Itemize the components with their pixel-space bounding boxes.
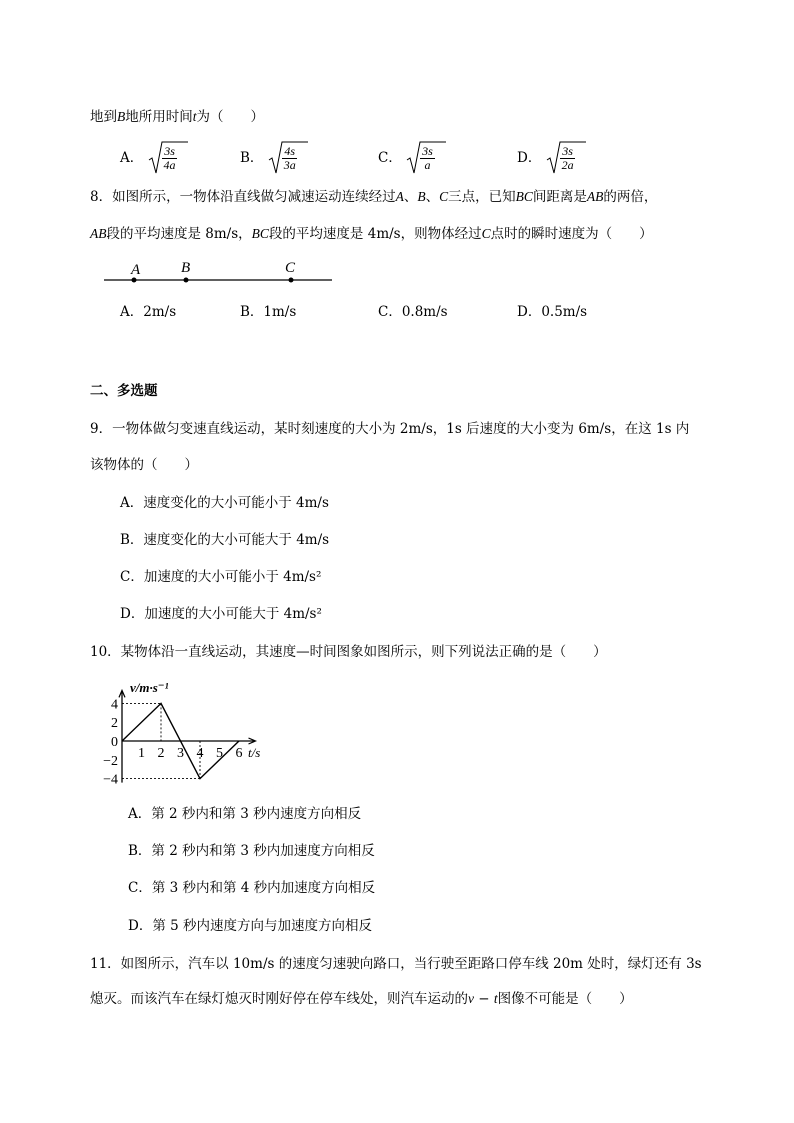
q10-option-a[interactable]: A．第 2 秒内和第 3 秒内速度方向相反 xyxy=(128,806,362,822)
point-b-dot xyxy=(184,278,189,283)
section-title: 二、多选题 xyxy=(90,383,158,399)
x-axis-label: t/s xyxy=(248,745,261,760)
q10-option-b[interactable]: B．第 2 秒内和第 3 秒内加速度方向相反 xyxy=(128,843,375,859)
y-tick-label: 4 xyxy=(111,697,118,713)
x-tick-label: 4 xyxy=(196,746,204,761)
sqrt-expression: $\frac{3s}{4a}$ xyxy=(148,140,188,176)
option-label: B． xyxy=(240,150,264,166)
q9-option-c[interactable]: C．加速度的大小可能小于 4m/s² xyxy=(120,569,322,585)
q8-stem-line-2: AB段的平均速度是 8m/s，BC段的平均速度是 4m/s，则物体经过C点时的瞬时速度为（ ） xyxy=(90,226,653,242)
chart-axes xyxy=(119,690,256,782)
x-tick-label: 1 xyxy=(138,746,145,761)
q8-option-a[interactable]: A．2m/s xyxy=(120,304,177,320)
q10-velocity-time-chart xyxy=(100,676,290,790)
y-tick-label: 0 xyxy=(111,735,118,750)
option-label: A． xyxy=(120,150,144,166)
q9-option-a[interactable]: A．速度变化的大小可能小于 4m/s xyxy=(120,495,329,511)
q8-stem-line-1: 8．如图所示，一物体沿直线做匀减速运动连续经过A、B、C三点，已知BC间距离是AB的两倍， xyxy=(90,189,658,205)
q7-option-a[interactable] xyxy=(120,140,188,176)
point-c-dot xyxy=(289,278,294,283)
q10-option-c[interactable]: C．第 3 秒内和第 4 秒内加速度方向相反 xyxy=(128,880,376,896)
q7-option-b[interactable] xyxy=(240,140,308,176)
x-tick-label: 2 xyxy=(157,746,165,761)
point-a-dot xyxy=(132,278,137,283)
x-tick-label: 3 xyxy=(177,746,184,761)
q8-option-c[interactable]: C．0.8m/s xyxy=(378,304,448,320)
q9-option-d[interactable]: D．加速度的大小可能大于 4m/s² xyxy=(120,606,322,622)
q8-line-figure xyxy=(100,256,340,288)
q7-option-d[interactable] xyxy=(517,140,586,176)
x-tick-label: 6 xyxy=(235,746,243,761)
y-tick-label: −4 xyxy=(103,772,118,788)
q8-option-b[interactable]: B．1m/s xyxy=(240,304,297,320)
x-tick-label: 5 xyxy=(216,746,223,761)
y-tick-label: −2 xyxy=(103,753,118,769)
q9-stem-line-2: 该物体的（ ） xyxy=(90,457,198,473)
y-tick-label: 2 xyxy=(111,716,118,732)
point-a-label: A xyxy=(131,262,141,278)
sqrt-expression: $\frac{3s}{a}$ xyxy=(406,140,446,176)
q11-stem-line-1: 11．如图所示，汽车以 10m/s 的速度匀速驶向路口，当行驶至距路口停车线 20m 处时，绿灯还有 3s xyxy=(90,956,702,972)
q11-stem-line-2: 熄灭。而该汽车在绿灯熄灭时刚好停在停车线处，则汽车运动的v − t图像不可能是（ ） xyxy=(90,991,633,1007)
q9-option-b[interactable]: B．速度变化的大小可能大于 4m/s xyxy=(120,532,330,548)
option-label: D． xyxy=(517,150,542,166)
option-label: C． xyxy=(378,150,402,166)
sqrt-expression: $\frac{3s}{2a}$ xyxy=(546,140,586,176)
sqrt-expression: $\frac{4s}{3a}$ xyxy=(268,140,308,176)
q9-stem-line-1: 9．一物体做匀变速直线运动，某时刻速度的大小为 2m/s，1s 后速度的大小变为 6m/s，在这 1s 内 xyxy=(90,421,690,437)
q8-option-d[interactable]: D．0.5m/s xyxy=(517,304,588,320)
q10-stem: 10．某物体沿一直线运动，其速度—时间图象如图所示，则下列说法正确的是（ ） xyxy=(90,644,607,660)
q7-option-c[interactable] xyxy=(378,140,446,176)
point-c-label: C xyxy=(285,260,296,276)
q7-stem-tail: 地到B地所用时间t为（ ） xyxy=(90,109,265,125)
chart-tick-labels xyxy=(103,697,242,787)
q10-option-d[interactable]: D．第 5 秒内速度方向与加速度方向相反 xyxy=(128,918,372,934)
y-axis-label: v/m·s⁻¹ xyxy=(130,680,169,695)
point-b-label: B xyxy=(181,260,191,276)
